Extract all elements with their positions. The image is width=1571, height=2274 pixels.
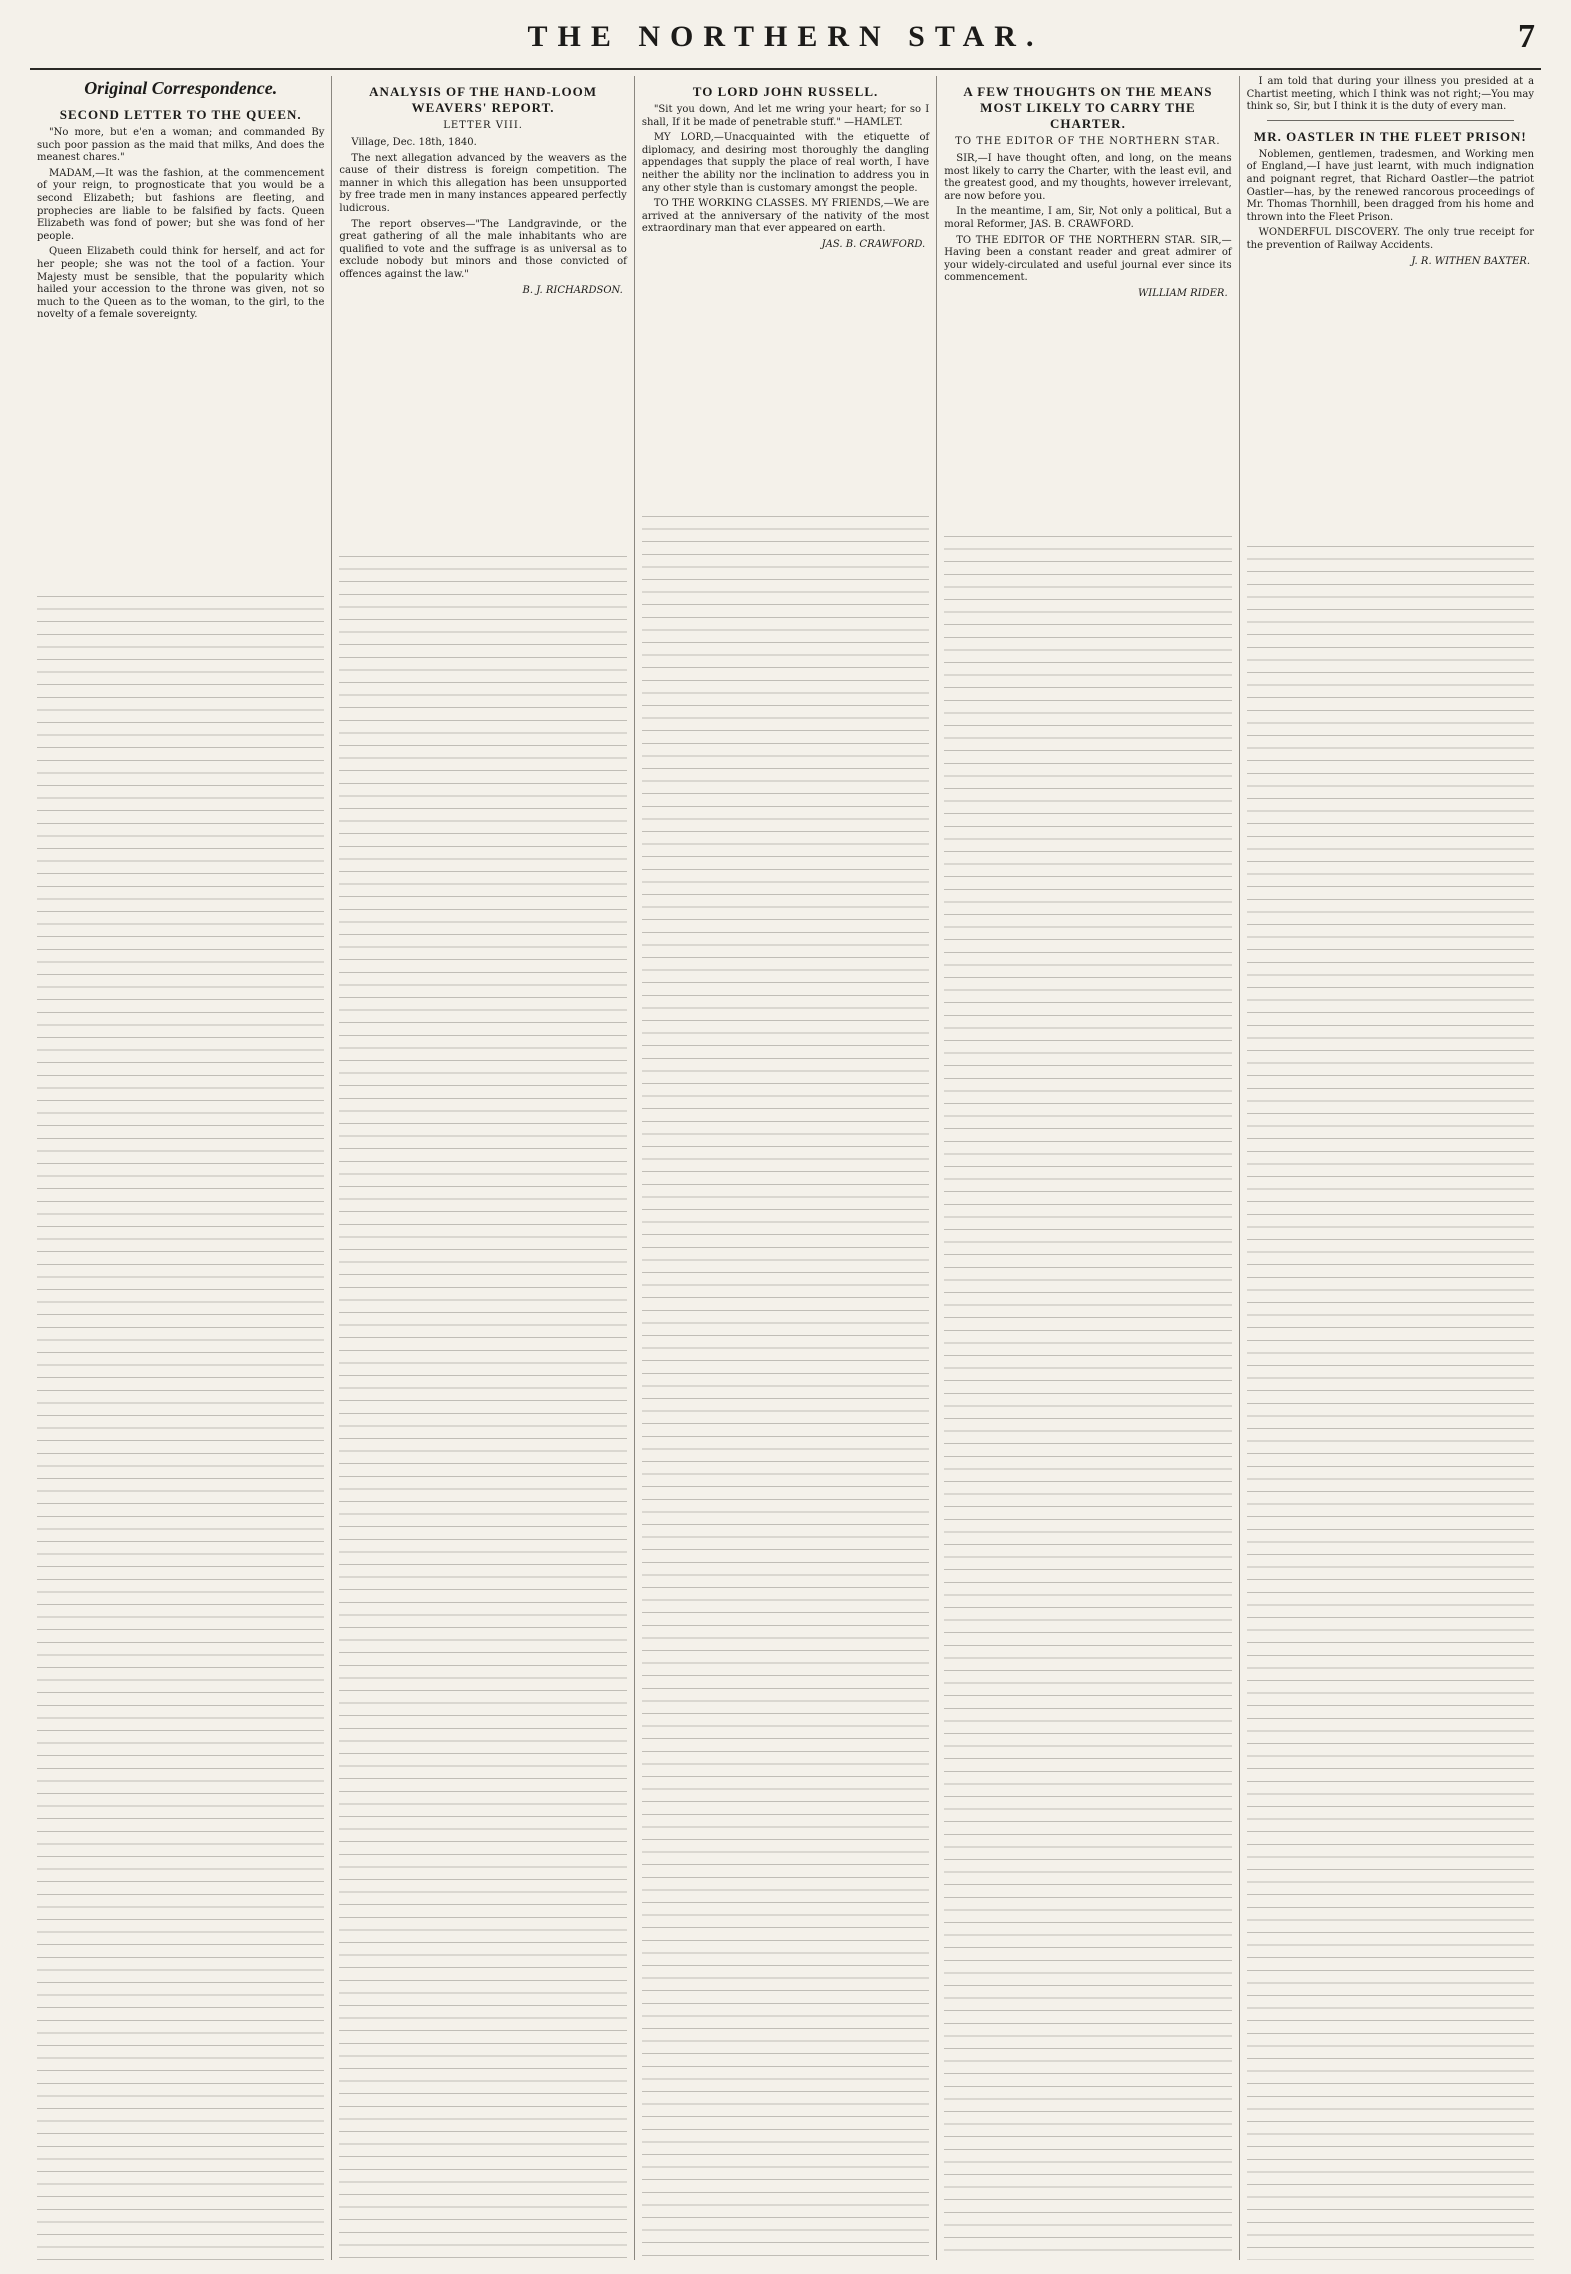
text-block bbox=[1247, 546, 1534, 2260]
paragraph: SIR,—I have thought often, and long, on the means most likely to carry the Charter, with the least evil, and the greatest good, and my thoughts, however irrelevant, are now before you. bbox=[944, 153, 1232, 202]
article-title: A FEW THOUGHTS ON THE MEANS MOST LIKELY TO CARRY THE CHARTER. bbox=[963, 84, 1213, 131]
column-4 bbox=[937, 76, 1239, 2260]
paragraph: TO THE WORKING CLASSES. MY FRIENDS,—We are arrived at the anniversary of the nativity of the most extraordinary man that ever appeared on earth. bbox=[641, 198, 930, 235]
signature: J. R. WITHEN BAXTER. bbox=[1411, 255, 1531, 267]
column-grid bbox=[30, 76, 1541, 2260]
article-title: TO LORD JOHN RUSSELL. bbox=[692, 84, 879, 99]
paragraph: MADAM,—It was the fashion, at the commencement of your reign, to prognosticate that you would be a second Elizabeth; but fashions are fleeting, and prophecies are liable to be falsified by facts. Queen Elizabeth was fond of power; but she was fond of her people. bbox=[37, 167, 325, 242]
article-title: SECOND LETTER TO THE QUEEN. bbox=[59, 107, 302, 122]
page-number: 7 bbox=[1518, 18, 1535, 55]
paragraph: Noblemen, gentlemen, tradesmen, and Working men of England,—I have just learnt, with much indignation and poignant regret, that Richard Oastler—the patriot Oastler—has, by the renewed rancorous proceedings of Mr. Thomas Thornhill, been dragged from his home and thrown into the Fleet Prison. bbox=[1246, 148, 1535, 223]
text-block bbox=[37, 596, 324, 2260]
text-block bbox=[944, 536, 1231, 2260]
column-5 bbox=[1240, 76, 1541, 2260]
signature: JAS. B. CRAWFORD. bbox=[821, 238, 926, 250]
column-1 bbox=[30, 76, 332, 2260]
paragraph: TO THE EDITOR OF THE NORTHERN STAR. SIR,—Having been a constant reader and great admirer of your widely-circulated and useful journal ever since its commencement. bbox=[944, 234, 1232, 284]
paragraph: "No more, but e'en a woman; and commanded By such poor passion as the maid that milks, And does the meanest chares." bbox=[37, 127, 325, 164]
paragraph: "Sit you down, And let me wring your heart; for so I shall, If it be made of penetrable stuff." —HAMLET. bbox=[641, 104, 930, 128]
text-block bbox=[339, 556, 626, 2260]
article-title: ANALYSIS OF THE HAND-LOOM WEAVERS' REPORT. bbox=[369, 84, 598, 115]
column-2 bbox=[332, 76, 634, 2260]
article-body bbox=[1247, 76, 1534, 114]
signature: B. J. RICHARDSON. bbox=[522, 284, 623, 296]
paragraph: In the meantime, I am, Sir, Not only a political, But a moral Reformer, JAS. B. CRAWFORD. bbox=[944, 206, 1232, 230]
signature: WILLIAM RIDER. bbox=[1138, 287, 1228, 299]
text-block bbox=[642, 516, 929, 2260]
paragraph: MY LORD,—Unacquainted with the etiquette of diplomacy, and desiring most thoroughly the dangling appendages that supply the place of real worth, I have neither the ability nor the inclination to address you in any other style than is customary amongst the people. bbox=[641, 132, 930, 194]
article-body bbox=[37, 127, 324, 322]
article-body bbox=[642, 104, 929, 236]
article-body bbox=[944, 153, 1231, 285]
divider bbox=[1267, 120, 1514, 121]
section-heading: Original Correspondence. bbox=[84, 78, 278, 98]
paragraph: Queen Elizabeth could think for herself, and act for her people; she was not the tool of a faction. Your Majesty must be sensible, that the popularity which hailed your accession to the throne was given, not so much to the Queen as to the woman, to the girl, to the novelty of a female sovereignty. bbox=[37, 246, 325, 321]
article-kicker: TO THE EDITOR OF THE NORTHERN STAR. bbox=[955, 136, 1221, 147]
paragraph: The report observes—"The Landgravinde, or the great gathering of all the male inhabitants who are qualified to vote and the suffrage is as universal as to exclude nobody but minors and those convicted of offences against the law." bbox=[339, 218, 627, 280]
article-kicker: LETTER VIII. bbox=[443, 120, 523, 131]
article-title: MR. OASTLER IN THE FLEET PRISON! bbox=[1253, 128, 1527, 144]
paragraph: I am told that during your illness you presided at a Chartist meeting, which I think was not right;—You may think so, Sir, but I think it is the duty of every man. bbox=[1246, 76, 1535, 113]
column-3 bbox=[635, 76, 937, 2260]
paragraph: WONDERFUL DISCOVERY. The only true receipt for the prevention of Railway Accidents. bbox=[1246, 227, 1535, 251]
masthead bbox=[30, 14, 1541, 70]
newspaper-page bbox=[30, 14, 1541, 2260]
masthead-title: THE NORTHERN STAR. bbox=[527, 20, 1044, 53]
article-body bbox=[339, 137, 626, 282]
paragraph: Village, Dec. 18th, 1840. bbox=[351, 137, 477, 148]
article-body bbox=[1247, 149, 1534, 253]
paragraph: The next allegation advanced by the weavers as the cause of their distress is foreign competition. The manner in which this allegation has been unsupported by free trade men in many instances appeared perfectly ludicrous. bbox=[339, 152, 627, 214]
